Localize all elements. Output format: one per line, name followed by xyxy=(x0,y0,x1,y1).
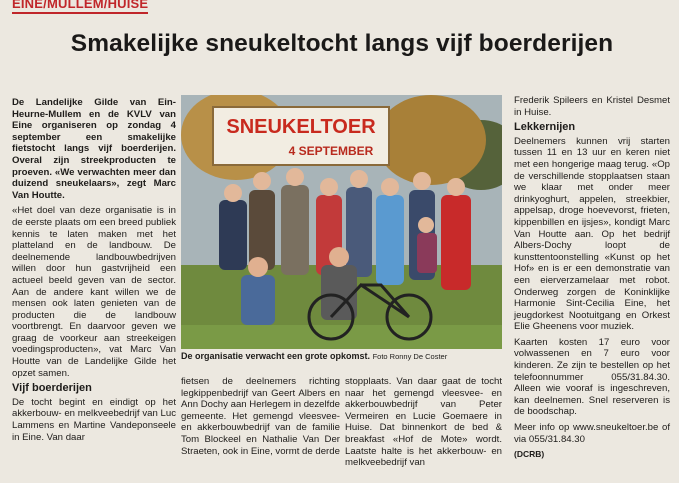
article-headline: Smakelijke sneukeltocht langs vijf boerderijen xyxy=(70,30,614,57)
article-column-4 xyxy=(514,95,670,465)
author-signature: (DCRB) xyxy=(514,449,545,460)
caption-text: De organisatie verwacht een grote opkomst. xyxy=(181,351,371,361)
section-kicker: EINE/MULLEM/HUISE xyxy=(12,0,148,14)
subheading-lekkernijen: Lekkernijen xyxy=(514,121,576,134)
article-lead: De Landelijke Gilde van Ein-Heurne-Mullem en de KVLV van Eine organiseren op zondag 4 september een smakelijke fietstocht langs vijf boerderijen. Overal zijn streekproducten te proeven. «We verwachten meer dan duizend sneukelaars», zegt Marc Van Houtte. xyxy=(12,97,176,201)
banner-title: SNEUKELTOER xyxy=(226,116,376,138)
article-paragraph: Deelnemers kunnen vrij starten tussen 11 en 13 uur en keren niet met een hongerige maag terug. «Op de verschillende stopplaatsen staan we klaar met onder meer drinkyoghurt, appelen, streekbier, appelsap, droge hoevevorst, frieten, kippenbillen en ijsjes», kondigt Marc Van Houtte aan. Op het bedrijf Albers-Dochy loopt de kunsttentoonstelling «Kunst op het Hof» en is er een demonstratie van een eierverzamelaar met robot. Onderweg zorgen de Koninklijke Harmonie Sint-Cecilia Eine, het jeugdorkest Nootuitgang en Orkest Elie Gheenens voor muziek. xyxy=(514,135,670,333)
subheading-vijf-boerderijen: Vijf boerderijen xyxy=(12,382,92,395)
article-paragraph: De tocht begint en eindigt op het akkerbouw- en melkveebedrijf van Luc Lammens en Martine Vandeponseele in Eine. Van daar xyxy=(12,396,176,443)
article-paragraph: Meer info op www.sneukeltoer.be of via 055/31.84.30 xyxy=(514,422,670,445)
article-paragraph: Kaarten kosten 17 euro voor volwassenen en 7 euro voor kinderen. Ze zijn te bestellen op het telefoonnummer 055/31.84.30. Alleen wie vooraf is ingeschreven, kan deelnemen. Snel reserveren is de boodschap. xyxy=(514,336,670,418)
article-column-2 xyxy=(181,376,340,461)
article-column-1 xyxy=(12,97,176,447)
article-paragraph: Frederik Spileers en Kristel Desmet in Huise. xyxy=(514,95,670,118)
article-paragraph: «Het doel van deze organisatie is in de eerste plaats om een breed publiek kennis te laten maken met het platteland en de landbouw. De deelnemende landbouwbedrijven willen door hun gastvrijheid een actueel beeld geven van de sector. Aan de andere kant willen we de mensen ook laten genieten van de producten die de landbouw voortbrengt. En daarvoor geven we graag de voorkeur aan streekeigen voedingsproducten», vat Marc Van Houtte van de Landelijke Gilde het opzet samen. xyxy=(12,205,176,379)
article-paragraph: stopplaats. Van daar gaat de tocht naar het gemengd vleesvee- en akkerbouwbedrijf van Peter Vermeiren en Lucie Goemaere in Huise. Dat binnenkort de bed & breakfast «Hof de Mote» wordt. Laatste halte is het akkerbouw- en melkveebedrijf van xyxy=(345,376,502,469)
photo-credit: Foto Ronny De Coster xyxy=(372,352,448,361)
photo-caption xyxy=(181,351,502,361)
article-photo xyxy=(181,95,502,349)
banner-date: 4 SEPTEMBER xyxy=(288,144,374,158)
group-photo-illustration xyxy=(181,95,502,349)
article-column-3 xyxy=(345,376,502,473)
article-paragraph: fietsen de deelnemers richting legkippenbedrijf van Geert Albers en Ann Dochy aan Herlegem in dezelfde gemeente. Het gemengd vleesvee- en akkerbouwbedrijf van de familie Tom Blockeel en Nathalie Van Der Straeten, ook in Eine, vormt de derde xyxy=(181,376,340,457)
